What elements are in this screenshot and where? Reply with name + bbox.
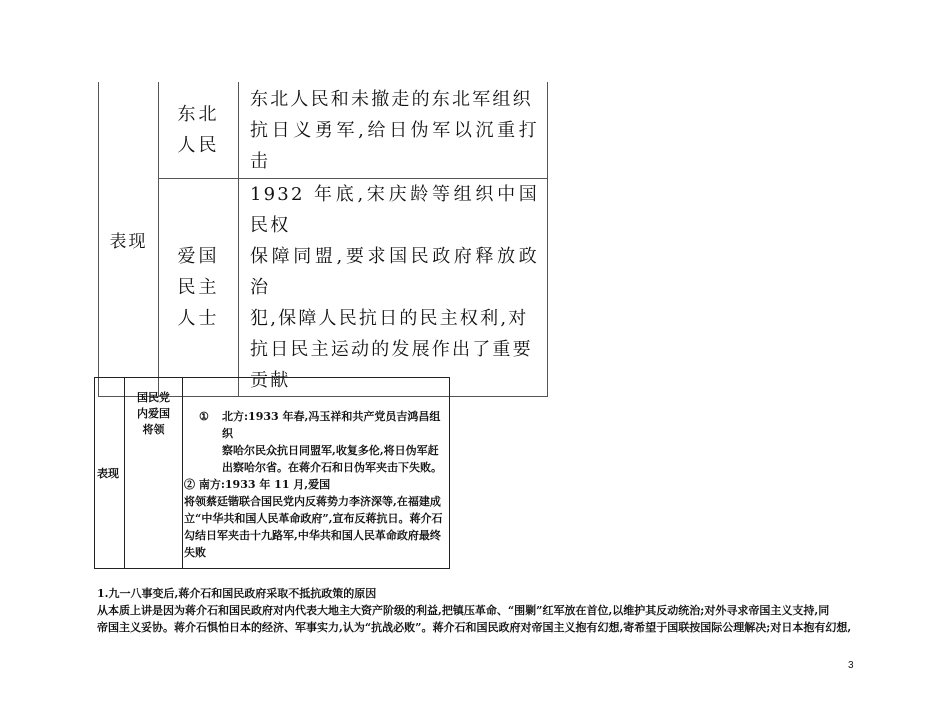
scan-row-content xyxy=(239,179,548,397)
reason-paragraph xyxy=(97,585,867,636)
content-line: ② 南方:1933 年 11 月,爱国 xyxy=(184,478,331,491)
scan-row-content xyxy=(239,82,548,179)
generals-row-header: 表现 xyxy=(95,378,125,569)
content-line: 犯,保障人民抗日的民主权利,对 xyxy=(250,308,529,329)
content-line: 东北人民和未撤走的东北军组织 xyxy=(250,88,533,110)
label-line: 爱国 xyxy=(177,246,220,267)
label-line: 将领 xyxy=(142,423,165,436)
paragraph-heading: 1.九一八事变后,蒋介石和国民政府采取不抵抗政策的原因 xyxy=(97,587,377,600)
label-line: 民主 xyxy=(177,277,220,298)
generals-row-content xyxy=(183,378,450,569)
scan-table-row xyxy=(99,179,548,397)
content-line: 出察哈尔省。在蒋介石和日伪军夹击下失败。 xyxy=(222,461,442,474)
scan-row-label xyxy=(159,82,239,179)
generals-row-label xyxy=(125,378,183,569)
scan-table xyxy=(98,82,548,397)
item-south xyxy=(184,476,446,561)
label-line: 国民党 xyxy=(137,391,170,404)
paragraph-line: 帝国主义妥协。蒋介石惧怕日本的经济、军事实力,认为“抗战必败”。蒋介石和国民政府对帝国主义抱有幻想,寄希望于国联按国际公理解决;对日本抱有幻想, xyxy=(97,621,852,634)
content-line: 失败 xyxy=(184,546,206,559)
item-marker: ① xyxy=(199,410,209,423)
item-north xyxy=(184,408,446,476)
content-line: 勾结日军夹击十九路军,中华共和国人民革命政府最终 xyxy=(184,529,441,542)
scan-row-header: 表现 xyxy=(99,82,159,397)
label-line: 人民 xyxy=(177,135,220,156)
content-line: 立“中华共和国人民革命政府”,宣布反蒋抗日。蒋介石 xyxy=(184,512,443,525)
label-line: 东北 xyxy=(177,104,220,125)
scan-table-row xyxy=(99,82,548,179)
content-line: 将领蔡廷锴联合国民党内反蒋势力李济深等,在福建成 xyxy=(184,495,441,508)
item-text xyxy=(222,408,446,476)
scan-row-label xyxy=(159,179,239,397)
label-line: 人士 xyxy=(177,308,220,329)
content-line: 贡献 xyxy=(250,370,291,391)
label-line: 内爱国 xyxy=(137,407,170,420)
content-line: 察哈尔民众抗日同盟军,收复多伦,将日伪军赶 xyxy=(222,444,439,457)
content-line: 北方:1933 年春,冯玉祥和共产党员吉鸿昌组织 xyxy=(222,410,441,440)
generals-table-row xyxy=(95,378,450,569)
content-line: 保障同盟,要求国民政府释放政治 xyxy=(250,246,539,298)
content-line: 抗日民主运动的发展作出了重要 xyxy=(250,339,533,360)
paragraph-line: 从本质上讲是因为蒋介石和国民政府对内代表大地主大资产阶级的利益,把镇压革命、“围剿”红军放在首位,以维护其反动统治;对外寻求帝国主义支持,同 xyxy=(97,604,830,617)
generals-table xyxy=(94,377,450,569)
content-line: 抗日义勇军,给日伪军以沉重打击 xyxy=(250,119,539,172)
content-line: 1932 年底,宋庆龄等组织中国民权 xyxy=(250,184,539,236)
page-number: 3 xyxy=(848,660,854,671)
